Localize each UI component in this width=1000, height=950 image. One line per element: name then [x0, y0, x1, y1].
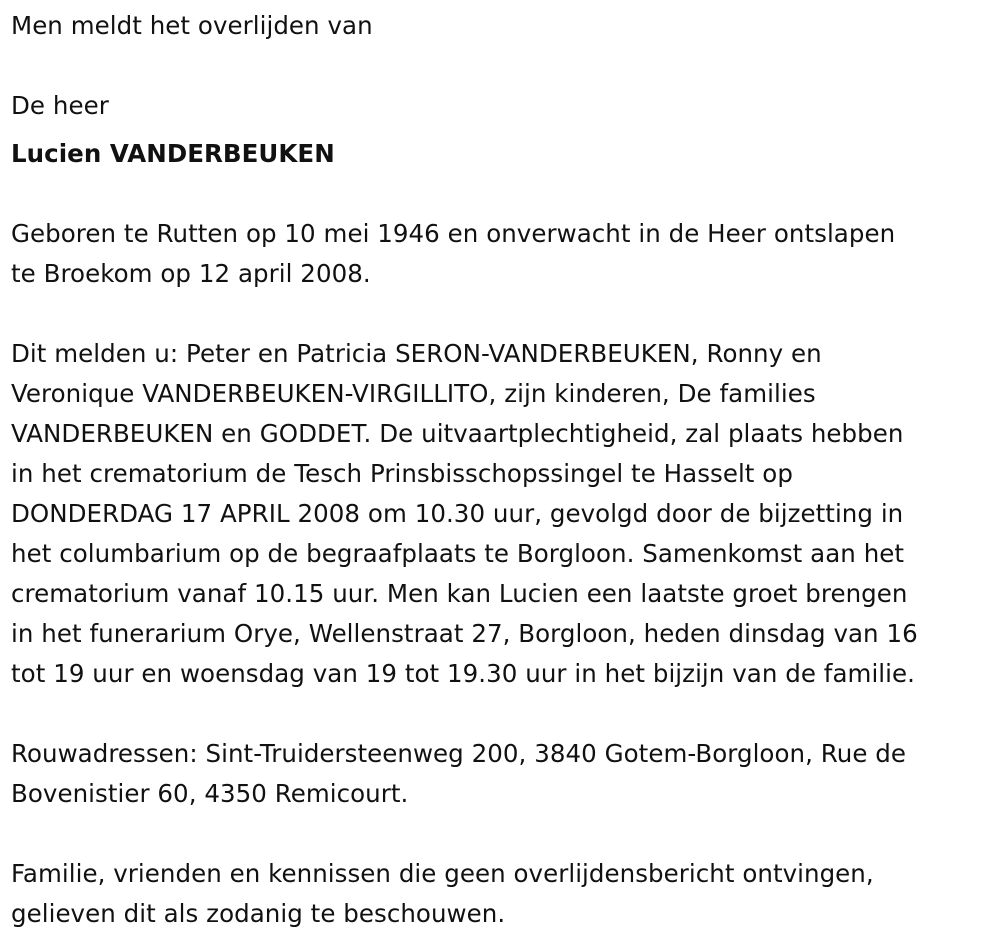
paragraph-line: VANDERBEUKEN en GODDET. De uitvaartplechtigheid, zal plaats hebben — [11, 419, 904, 448]
spacer — [11, 294, 1000, 334]
spacer — [11, 174, 1000, 214]
addresses-paragraph — [11, 734, 1000, 814]
announcement-paragraph — [11, 334, 1000, 694]
paragraph-line: te Broekom op 12 april 2008. — [11, 259, 371, 288]
paragraph-line: gelieven dit als zodanig te beschouwen. — [11, 899, 506, 928]
spacer — [11, 814, 1000, 854]
intro-text: Men meldt het overlijden van — [11, 11, 373, 40]
paragraph-line: in het crematorium de Tesch Prinsbisschopssingel te Hasselt op — [11, 459, 793, 488]
paragraph-line: Bovenistier 60, 4350 Remicourt. — [11, 779, 409, 808]
spacer — [11, 694, 1000, 734]
paragraph-line: Rouwadressen: Sint-Truidersteenweg 200, 3840 Gotem-Borgloon, Rue de — [11, 739, 907, 768]
paragraph-line: tot 19 uur en woensdag van 19 tot 19.30 uur in het bijzijn van de familie. — [11, 659, 915, 688]
paragraph-line: het columbarium op de begraafplaats te Borgloon. Samenkomst aan het — [11, 539, 905, 568]
paragraph-line: Geboren te Rutten op 10 mei 1946 en onverwacht in de Heer ontslapen — [11, 219, 896, 248]
paragraph-line: Familie, vrienden en kennissen die geen overlijdensbericht ontvingen, — [11, 859, 874, 888]
paragraph-line: Veronique VANDERBEUKEN-VIRGILLITO, zijn kinderen, De families — [11, 379, 816, 408]
paragraph-line: DONDERDAG 17 APRIL 2008 om 10.30 uur, gevolgd door de bijzetting in — [11, 499, 904, 528]
salutation-text: De heer — [11, 91, 109, 120]
spacer — [11, 46, 1000, 86]
deceased-name: Lucien VANDERBEUKEN — [11, 139, 335, 168]
paragraph-line: crematorium vanaf 10.15 uur. Men kan Lucien een laatste groet brengen — [11, 579, 908, 608]
closing-paragraph — [11, 854, 1000, 934]
birth-paragraph — [11, 214, 1000, 294]
paragraph-line: Dit melden u: Peter en Patricia SERON-VANDERBEUKEN, Ronny en — [11, 339, 822, 368]
paragraph-line: in het funerarium Orye, Wellenstraat 27, Borgloon, heden dinsdag van 16 — [11, 619, 918, 648]
